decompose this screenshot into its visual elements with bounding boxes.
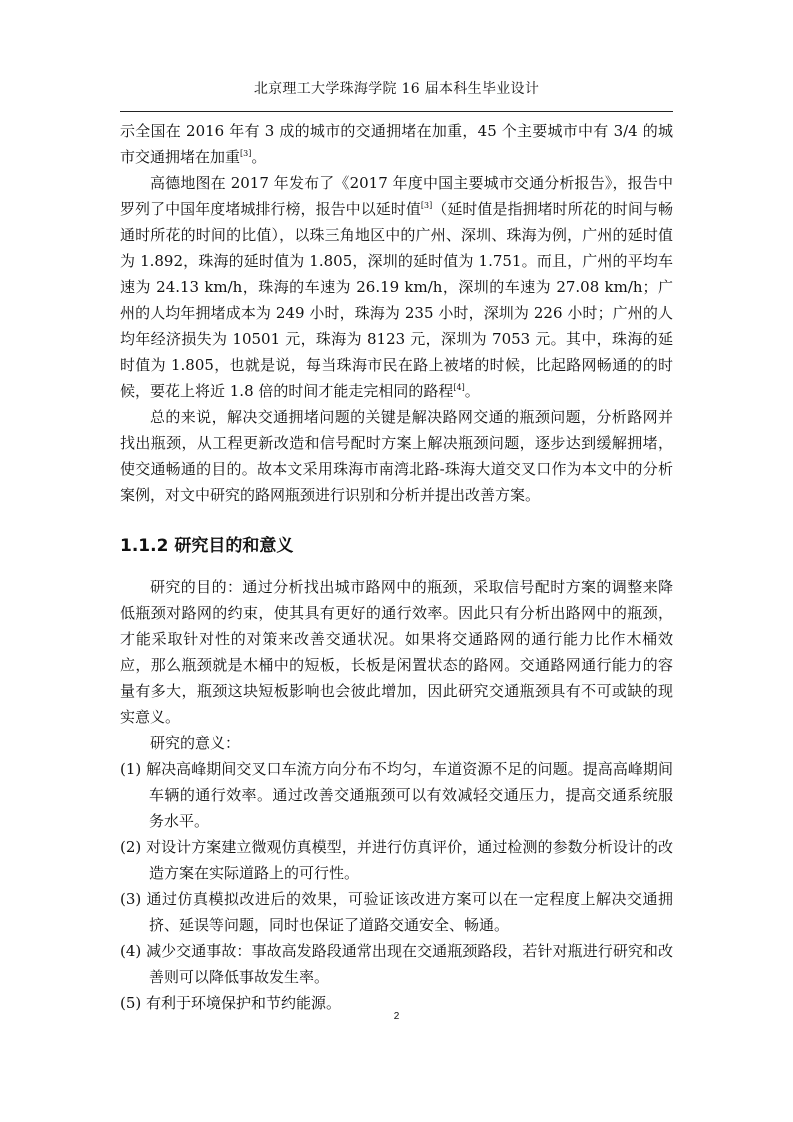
list-item: (3) 通过仿真模拟改进后的效果，可验证该改进方案可以在一定程度上解决交通拥挤、延误等问题，同时也保证了道路交通安全、畅通。	[120, 890, 673, 934]
citation-ref: [3]	[420, 201, 433, 210]
section-heading: 1.1.2 研究目的和意义	[120, 536, 294, 556]
paragraph-2	[120, 170, 673, 404]
page-header: 北京理工大学珠海学院 16 届本科生毕业设计	[253, 81, 540, 97]
paragraph-3: 总的来说，解决交通拥堵问题的关键是解决路网交通的瓶颈问题，分析路网并找出瓶颈，从工程更新改造和信号配时方案上解决瓶颈问题，逐步达到缓解拥堵，使交通畅通的目的。故本文采用珠海市南湾北路-珠海大道交叉口作为本文中的分析案例，对文中研究的路网瓶颈进行识别和分析并提出改善方案。	[120, 408, 673, 504]
body-text-top	[120, 118, 673, 508]
paragraph-2-text-a: 高德地图在 2017 年发布了《2017 年度中国主要城市交通分析报告》，报告中罗列了中国年度堵城排行榜，报告中以延时值	[120, 174, 673, 218]
list-item: (5) 有利于环境保护和节约能源。	[120, 994, 342, 1012]
list-item: (2) 对设计方案建立微观仿真模型，并进行仿真评价，通过检测的参数分析设计的改造方案在实际道路上的可行性。	[120, 838, 673, 882]
list-item: (4) 减少交通事故：事故高发路段通常出现在交通瓶颈路段，若针对瓶进行研究和改善则可以降低事故发生率。	[120, 942, 673, 986]
paragraph-1-end: 。	[251, 148, 267, 166]
paragraph-1-text: 示全国在 2016 年有 3 成的城市的交通拥堵在加重，45 个主要城市中有 3/4 的城市交通拥堵在加重	[120, 122, 673, 166]
body-text-section	[120, 574, 673, 1016]
citation-ref: [3]	[240, 149, 252, 158]
header-rule	[120, 111, 673, 112]
list-item: (1) 解决高峰期间交叉口车流方向分布不均匀，车道资源不足的问题。提高高峰期间车辆的通行效率。通过改善交通瓶颈可以有效减轻交通压力，提高交通系统服务水平。	[120, 760, 673, 830]
significance-label: 研究的意义：	[150, 734, 241, 752]
paragraph-1	[120, 118, 673, 170]
paragraph-2-text-b: （延时值是指拥堵时所花的时间与畅通时所花的时间的比值），以珠三角地区中的广州、深圳、珠海为例，广州的延时值为 1.892，珠海的延时值为 1.805，深圳的延时值为 1.751。而且，广州的平均车速为 24.13 km/h，珠海的车速为 26.19 km/h，深圳的车速为 27.08 km/h；广州的人均年拥堵成本为 249 小时，珠海为 235 小时，深圳为 226 小时；广州的人均年经济损失为 10501 元，珠海为 8123 元，深圳为 7053 元。其中，珠海的延时值为 1.805，也就是说，每当珠海市民在路上被堵的时候，比起路网畅通的的时候，要花上将近 1.8 倍的时间才能走完相同的路程	[120, 200, 673, 400]
page-number: 2	[393, 1011, 400, 1022]
citation-ref: [4]	[453, 383, 465, 392]
paragraph-2-end: 。	[464, 382, 480, 400]
purpose-paragraph: 研究的目的：通过分析找出城市路网中的瓶颈，采取信号配时方案的调整来降低瓶颈对路网的约束，使其具有更好的通行效率。因此只有分析出路网中的瓶颈，才能采取针对性的对策来改善交通状况。如果将交通路网的通行能力比作木桶效应，那么瓶颈就是木桶中的短板，长板是闲置状态的路网。交通路网通行能力的容量有多大，瓶颈这块短板影响也会彼此增加，因此研究交通瓶颈具有不可或缺的现实意义。	[120, 578, 673, 726]
